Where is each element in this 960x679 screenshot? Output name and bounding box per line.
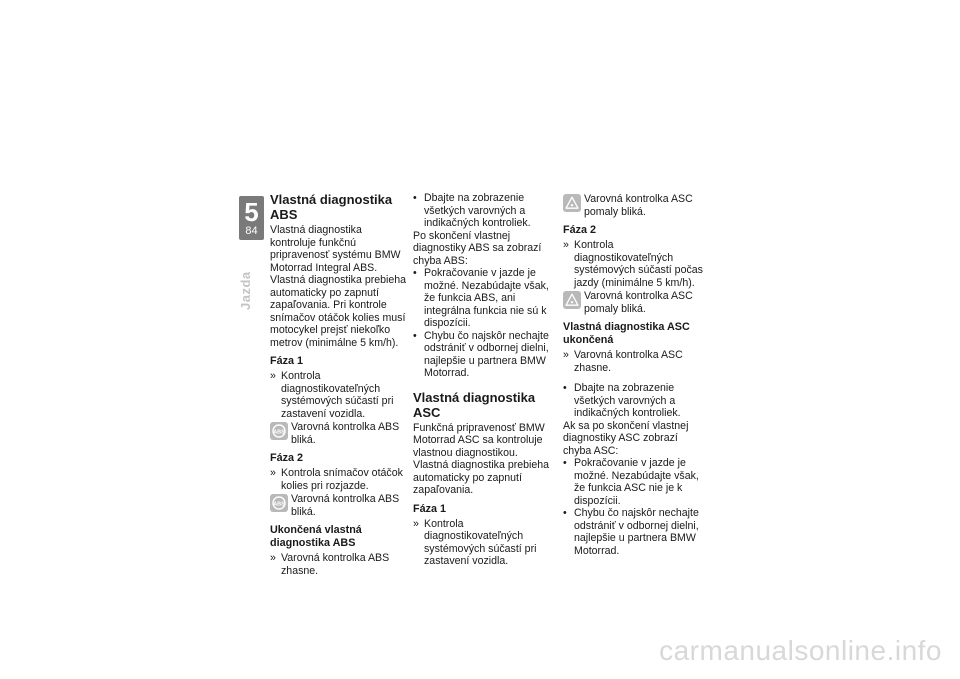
- bullet-marker: •: [413, 329, 417, 342]
- bullet-marker: •: [413, 192, 417, 204]
- asc-phase1-indicator: [563, 193, 703, 218]
- step-marker: »: [270, 370, 276, 382]
- bullet-item: [413, 267, 553, 330]
- bullet-item: [563, 457, 703, 507]
- abs-phase1-step: [270, 370, 410, 420]
- asc-phase2-indicator-text: Varovná kontrolka ASC pomaly bliká.: [584, 290, 693, 315]
- asc-phase2-step: [563, 239, 703, 289]
- column-3: [563, 192, 703, 557]
- abs-done-step: [270, 552, 410, 577]
- bullet-text: Pokračovanie v jazde je možné. Nezabúdajte však, že funkcia ASC nie je k dispozícii.: [574, 457, 699, 507]
- bullet-marker: •: [413, 267, 417, 279]
- asc-done-step-text: Varovná kontrolka ASC zhasne.: [574, 349, 683, 374]
- abs-phase2-step-text: Kontrola snímačov otáčok kolies pri rozjazde.: [281, 467, 403, 492]
- asc-phase1-heading: Fáza 1: [413, 502, 447, 515]
- chapter-tab: [239, 196, 264, 240]
- step-marker: »: [413, 517, 419, 530]
- spacer: [563, 374, 703, 382]
- step-marker: »: [270, 552, 276, 564]
- abs-phase2-indicator-text: Varovná kontrolka ABS bliká.: [291, 493, 400, 518]
- abs-error-intro: Po skončení vlastnej diagnostiky ABS sa zobrazí chyba ABS:: [413, 229, 542, 267]
- abs-warning-light-icon: [270, 494, 288, 512]
- asc-self-diagnosis-title: Vlastná diagnostika ASC: [413, 389, 536, 420]
- asc-error-intro: Ak sa po skončení vlastnej diagnostiky ASC zobrazí chyba ASC:: [563, 419, 689, 457]
- asc-intro-text: Funkčná pripravenosť BMW Motorrad ASC sa kontroluje vlastnou diagnostikou. Vlastná diagnostika prebieha automaticky po zapnutí zapaľovania.: [413, 421, 550, 496]
- step-marker: »: [563, 349, 569, 361]
- abs-phase1-heading: Fáza 1: [270, 355, 304, 367]
- asc-done-step: [563, 349, 703, 374]
- asc-phase1-step: [413, 518, 553, 568]
- bullet-text: Pokračovanie v jazde je možné. Nezabúdajte však, že funkcia ABS, ani integrálna funkcia nie sú k dispozícii.: [424, 267, 549, 329]
- step-marker: »: [270, 467, 276, 479]
- step-marker: »: [563, 239, 569, 251]
- bullet-item: [563, 507, 703, 557]
- abs-warning-light-icon: [270, 422, 288, 440]
- chapter-number: 5: [244, 197, 259, 227]
- abs-phase1-indicator-text: Varovná kontrolka ABS bliká.: [291, 421, 400, 446]
- abs-phase2-step: [270, 467, 410, 492]
- svg-text:ABS: ABS: [273, 429, 285, 436]
- abs-done-heading: Ukončená vlastná diagnostika ABS: [270, 524, 362, 549]
- bullet-text: Chybu čo najskôr nechajte odstrániť v odbornej dielni, najlepšie u partnera BMW Motorrad.: [424, 329, 549, 379]
- bullet-marker: •: [563, 507, 567, 519]
- bullet-item: [413, 192, 553, 230]
- bullet-text: Dbajte na zobrazenie všetkých varovných a indikačných kontroliek.: [574, 382, 681, 419]
- abs-phase2-heading: Fáza 2: [270, 452, 304, 464]
- asc-phase1-indicator-text: Varovná kontrolka ASC pomaly bliká.: [584, 193, 693, 218]
- abs-self-diagnosis-title: Vlastná diagnostika ABS: [270, 192, 393, 222]
- abs-done-step-text: Varovná kontrolka ABS zhasne.: [281, 552, 390, 577]
- abs-phase2-indicator: [270, 493, 410, 518]
- abs-intro-text: Vlastná diagnostika kontroluje funkčnú pripravenosť systému BMW Motorrad Integral ABS. Vlastná diagnostika prebieha automaticky po zapnutí zapaľovania. Pri kontrole snímačov otáčok kolies musí motocykel prejsť niekoľko metrov (minimálne 5 km/h).: [270, 224, 407, 349]
- asc-phase1-step-text: Kontrola diagnostikovateľných systémových súčastí pri zastavení vozidla.: [424, 517, 537, 567]
- column-2: [413, 192, 553, 568]
- bullet-text: Dbajte na zobrazenie všetkých varovných a indikačných kontroliek.: [424, 192, 531, 229]
- asc-warning-light-icon: [563, 291, 581, 309]
- asc-done-heading: Vlastná diagnostika ASC ukončená: [563, 321, 690, 346]
- watermark: carmanualsonline.info: [659, 635, 942, 666]
- bullet-marker: •: [563, 457, 567, 469]
- bullet-item: [563, 382, 703, 420]
- bullet-text: Chybu čo najskôr nechajte odstrániť v odbornej dielni, najlepšie u partnera BMW Motorrad.: [574, 507, 699, 557]
- abs-phase1-step-text: Kontrola diagnostikovateľných systémových súčastí pri zastavení vozidla.: [281, 370, 394, 420]
- bullet-item: [413, 330, 553, 380]
- svg-text:ABS: ABS: [273, 501, 285, 508]
- asc-phase2-step-text: Kontrola diagnostikovateľných systémových súčastí počas jazdy (minimálne 5 km/h).: [574, 239, 703, 289]
- asc-phase2-heading: Fáza 2: [563, 224, 597, 236]
- asc-warning-light-icon: [563, 194, 581, 212]
- asc-phase2-indicator: [563, 290, 703, 315]
- column-1: [270, 192, 410, 577]
- bullet-marker: •: [563, 382, 567, 394]
- abs-phase1-indicator: [270, 421, 410, 446]
- page-number: 84: [245, 225, 258, 237]
- section-label: Jazda: [238, 271, 253, 310]
